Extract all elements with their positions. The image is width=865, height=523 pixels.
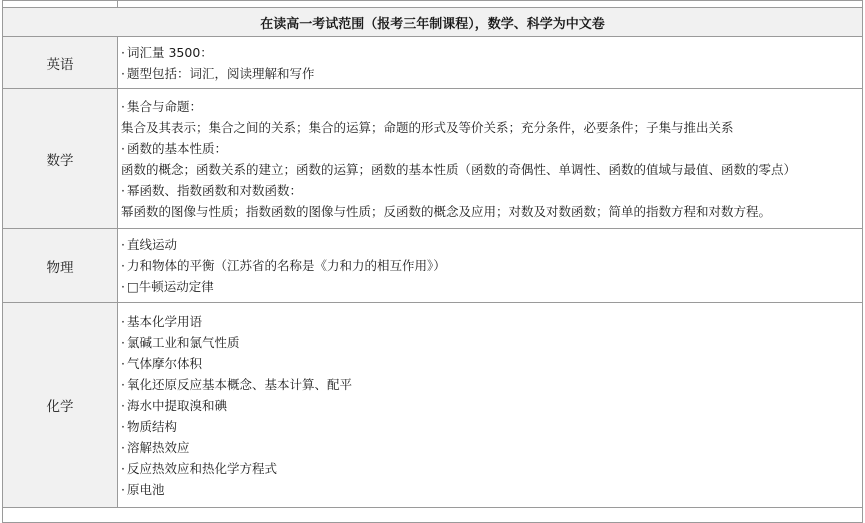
top-table-border-row	[3, 1, 863, 8]
top-strip-cell-right	[118, 1, 863, 8]
list-item: · 词汇量 3500：	[121, 42, 856, 63]
subject-cell-english: 英语	[3, 37, 118, 89]
list-item: · 气体摩尔体积	[121, 353, 856, 374]
list-item: · 溶解热效应	[121, 437, 856, 458]
content-cell-math	[118, 89, 863, 229]
content-cell-physics	[118, 229, 863, 303]
bottom-table-border-row	[3, 508, 863, 523]
list-item: · □牛顿运动定律	[121, 276, 856, 297]
list-item: · 直线运动	[121, 234, 856, 255]
list-item: · 原电池	[121, 479, 856, 500]
table-row	[3, 37, 863, 89]
table-row	[3, 89, 863, 229]
subject-cell-chemistry: 化学	[3, 303, 118, 508]
list-item-heading: · 幂函数、指数函数和对数函数：	[121, 180, 856, 201]
list-item: · 海水中提取溴和碘	[121, 395, 856, 416]
exam-scope-table-container	[2, 0, 862, 515]
content-cell-english	[118, 37, 863, 89]
table-row	[3, 229, 863, 303]
list-item-heading: · 集合与命题：	[121, 96, 856, 117]
list-item-detail: 函数的概念；函数关系的建立；函数的运算；函数的基本性质（函数的奇偶性、单调性、函数的值域与最值、函数的零点）	[121, 161, 797, 177]
table-title-row	[3, 8, 863, 37]
table-title: 在读高一考试范围（报考三年制课程），数学、科学为中文卷	[3, 8, 863, 37]
list-item: · 物质结构	[121, 416, 856, 437]
list-item: · 基本化学用语	[121, 311, 856, 332]
table-row	[3, 303, 863, 508]
subject-cell-math: 数学	[3, 89, 118, 229]
list-item-detail: 集合及其表示；集合之间的关系；集合的运算；命题的形式及等价关系；充分条件，必要条件；子集与推出关系	[121, 119, 734, 135]
list-item: · 氯碱工业和氯气性质	[121, 332, 856, 353]
list-item: · 力和物体的平衡（江苏省的名称是《力和力的相互作用》）	[121, 255, 856, 276]
content-cell-chemistry	[118, 303, 863, 508]
list-item: · 题型包括：词汇，阅读理解和写作	[121, 63, 856, 84]
list-item-heading: · 函数的基本性质：	[121, 138, 856, 159]
list-item: · 氧化还原反应基本概念、基本计算、配平	[121, 374, 856, 395]
bottom-strip-cell	[3, 508, 863, 523]
subject-cell-physics: 物理	[3, 229, 118, 303]
list-item: · 反应热效应和热化学方程式	[121, 458, 856, 479]
exam-scope-table	[2, 0, 863, 523]
list-item-detail: 幂函数的图像与性质；指数函数的图像与性质；反函数的概念及应用；对数及对数函数；简单的指数方程和对数方程。	[121, 203, 772, 219]
top-strip-cell-left	[3, 1, 118, 8]
